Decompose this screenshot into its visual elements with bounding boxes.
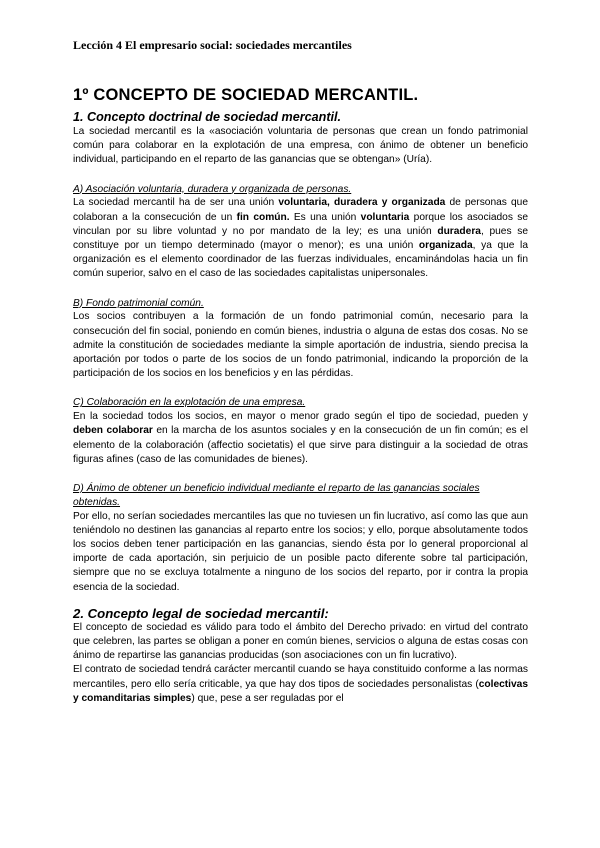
- section-title: 1º CONCEPTO DE SOCIEDAD MERCANTIL.: [73, 86, 419, 104]
- page-header: Lección 4 El empresario social: sociedades mercantiles: [73, 38, 352, 52]
- subsection-heading-2: 2. Concepto legal de sociedad mercantil:: [73, 605, 329, 621]
- paragraph-legal-1: El concepto de sociedad es válido para todo el ámbito del Derecho privado: en virtud del contrato que celebren, las partes se obligan a poner en común bienes, servicios o alguna de estas cosas con ánimo de repartirse las ganancias producidas (son asociaciones con un fin lucrativo).: [73, 621, 528, 662]
- heading-a: A) Asociación voluntaria, duradera y organizada de personas.: [73, 183, 352, 195]
- paragraph-c: En la sociedad todos los socios, en mayor o menor grado según el tipo de sociedad, pueden y deben colaborar en la marcha de los asuntos sociales y en la consecución de un fin común; es el elemento de la colaboración (affectio societatis) el que sirve para distinguir a la sociedad de otras figuras afines (caso de las comunidades de bienes).: [73, 411, 528, 465]
- paragraph-d: Por ello, no serían sociedades mercantiles las que no tuviesen un fin lucrativo, así como las que aun teniéndolo no destinen las ganancias al reparto entre los socios; y ello, porque absolutamente todos los socios deben tener participación en las ganancias, siendo ésta por lo general proporcional al importe de cada aportación, sin perjuicio de un posible pacto diferente sobre tal participación, siempre que no se excluya totalmente a ninguno de los socios del reparto, por ir contra la propia esencia de la sociedad.: [73, 510, 528, 593]
- document-body: [73, 86, 528, 706]
- paragraph-a: La sociedad mercantil ha de ser una unión voluntaria, duradera y organizada de personas que colaboran a la consecución de un fin común. Es una unión voluntaria porque los asociados se vinculan por su libre voluntad y no por mandato de la ley; es una unión duradera, pues se constituye por un tiempo determinado (mayor o menor); es una unión organizada, ya que la organización es el elemento coordinador de las fuerzas individuales, encaminándolas hacia un fin común superior, salvo en el caso de las sociedades capitalistas unipersonales.: [73, 197, 529, 280]
- paragraph-b: Los socios contribuyen a la formación de un fondo patrimonial común, necesario para la consecución del fin social, poniendo en común bienes, industria o alguna de estas dos cosas. No se admite la constitución de sociedades mediante la simple aportación de industria, siendo precisa la aportación por todos o parte de los socios de un fondo patrimonial, indicando la proporción de la participación de los socios en los beneficios y en las pérdidas.: [73, 311, 528, 380]
- heading-b: B) Fondo patrimonial común.: [73, 297, 204, 309]
- subsection-heading-1: 1. Concepto doctrinal de sociedad mercantil.: [73, 110, 342, 124]
- paragraph-legal-2: El contrato de sociedad tendrá carácter mercantil cuando se haya constituido conforme a las normas mercantiles, pero ello sería criticable, ya que hay dos tipos de sociedades personalistas (colectivas y comanditarias simples) que, pese a ser reguladas por el: [73, 664, 528, 704]
- heading-c: C) Colaboración en la explotación de una empresa.: [73, 397, 306, 409]
- heading-d: D) Ánimo de obtener un beneficio individual mediante el reparto de las ganancias sociales obtenidas.: [73, 483, 480, 508]
- paragraph-definition: La sociedad mercantil es la «asociación voluntaria de personas que crean un fondo patrimonial común para colaborar en la explotación de una empresa, con ánimo de obtener un beneficio individual, participando en el reparto de las ganancias que se obtengan» (Uría).: [73, 126, 528, 166]
